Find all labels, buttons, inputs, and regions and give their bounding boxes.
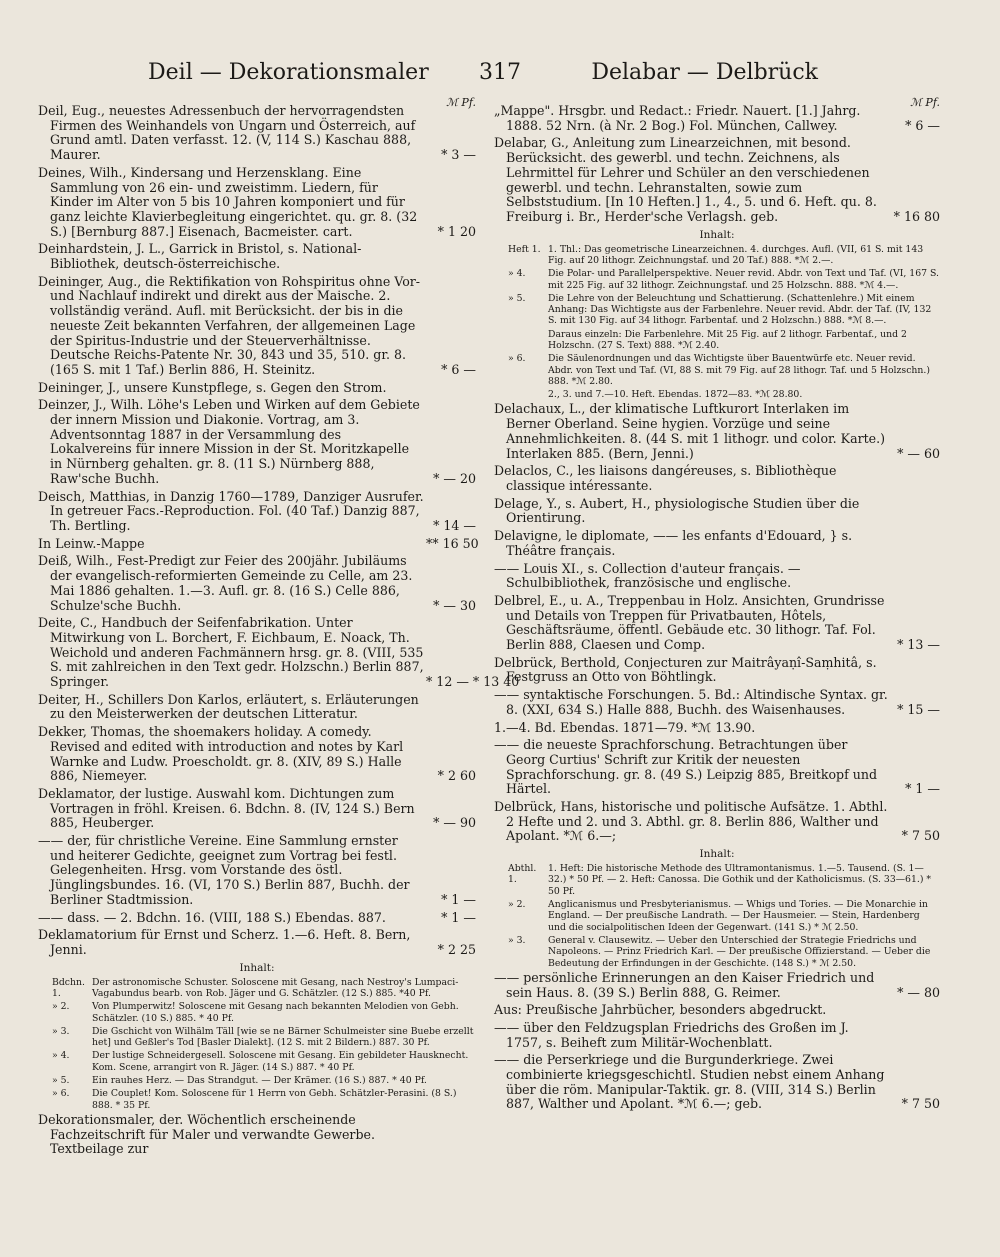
entry-text: 1.—4. Bd. Ebendas. 1871—79. *ℳ 13.90. [494, 719, 756, 735]
entry-text: Aus: Preußische Jahrbücher, besonders abgedruckt. [494, 1002, 827, 1018]
contents-item [38, 1050, 476, 1073]
contents-item [494, 268, 940, 291]
contents-item [494, 389, 940, 400]
entry-text: Deil, Eug., neuestes Adressenbuch der hervorragendsten Firmen des Weinhandels von Ungarn und Österreich, auf Grund amtl. Daten verfasst. 12. (V, 114 S.) Kaschau 888, Maurer. [38, 103, 416, 163]
entry-price: * 14 — [433, 517, 476, 533]
contents-text: Die Polar- und Parallelperspektive. Neuer revid. Abdr. von Text und Taf. (VI, 167 S. mit 225 Fig. auf 32 lithogr. Zeichnungstaf. und 25 Holzschn. 888. *ℳ 4.—. [548, 268, 939, 291]
contents-text: Von Plumperwitz! Soloscene mit Gesang nach bekannten Melodien von Gebh. Schätzler. (10 S.) 885. * 40 Pf. [92, 1001, 459, 1024]
entry [494, 529, 940, 558]
entry [494, 738, 940, 797]
entry-text: In Leinw.-Mappe [38, 535, 145, 551]
entry [38, 834, 476, 908]
currency-label: ℳ Pf. [446, 96, 476, 109]
contents-text: 1. Thl.: Das geometrische Linearzeichnen. 4. durchges. Aufl. (VII, 61 S. mit 143 Fig. auf 20 lithogr. Zeichnungstaf. und 20 Taf.) 888. *ℳ 2.—. [548, 243, 924, 266]
contents-text: Die Lehre von der Beleuchtung und Schattierung. (Schattenlehre.) Mit einem Anhang: Das Wichtigste aus der Farbenlehre. Neuer revid. Abdr. der Taf. (IV, 132 S. mit 130 Fig. auf 34 lithogr. Farbentaf. und 2 Holzschn.) 888. *ℳ 8.—. [548, 292, 932, 327]
entry [494, 1003, 940, 1018]
entry-text: Delage, Y., s. Aubert, H., physiologische Studien über die Orientirung. [494, 495, 860, 526]
entry-text: Deininger, Aug., die Rektifikation von Rohspiritus ohne Vor- und Nachlauf indirekt und direkt aus der Maische. 2. vollständig veränd. Aufl. mit Berücksicht. der bis in die neueste Zeit bekannten Verfahren, der allgemeinen Lage der Spiritus-Industrie und der Steuerverhältnisse. Deutsche Reichs-Patente Nr. 30, 843 und 35, 510. gr. 8. (165 S. mit 1 Taf.) Berlin 886, H. Steinitz. [38, 273, 421, 377]
entry [38, 275, 476, 378]
left-column [38, 96, 520, 1160]
entry [38, 490, 476, 534]
entry [494, 971, 940, 1000]
entry [38, 242, 476, 271]
entry-price: * 6 — [441, 361, 476, 377]
entry [38, 535, 479, 552]
entry [494, 104, 940, 133]
entry [494, 1021, 940, 1050]
entry [494, 497, 940, 526]
entry-text: Deinzer, J., Wilh. Löhe's Leben und Wirken auf dem Gebiete der innern Mission und Diakonie. Vortrag, am 3. Adventsonntag 1887 in der Versammlung des Lokalvereins für innere Mission in der St. Moritzkapelle in Nürnberg gehalten. gr. 8. (11 S.) Nürnberg 888, Raw'sche Buchh. [38, 397, 420, 486]
entry-price: * 16 80 [893, 208, 940, 224]
volume-number: » 4. [508, 268, 526, 280]
entry [494, 1053, 940, 1112]
entry-text: Deite, C., Handbuch der Seifenfabrikation. Unter Mitwirkung von L. Borchert, F. Eichbaum, E. Noack, Th. Weichold und anderen Fachmännern hrsg. gr. 8. (VIII, 535 S. mit zahlreichen in den Text gedr. Holzschn.) Berlin 887, Springer. [38, 615, 424, 690]
volume-number: » 5. [508, 292, 526, 304]
contents-item [494, 329, 940, 352]
entry-price: * 2 60 [437, 768, 476, 784]
entry-text: —— persönliche Erinnerungen an den Kaiser Friedrich und sein Haus. 8. (39 S.) Berlin 888, G. Reimer. [494, 969, 875, 1000]
contents-label: Inhalt: [699, 228, 735, 241]
contents-item [38, 977, 476, 1000]
entry-price: * — 20 [433, 470, 476, 486]
entry-price: * 1 20 [437, 223, 476, 239]
entry-text: Deinhardstein, J. L., Garrick in Bristol, s. National-Bibliothek, deutsch-österreichische. [38, 241, 362, 272]
entry [38, 615, 520, 690]
entry-text: Dekker, Thomas, the shoemakers holiday. A comedy. Revised and edited with introduction and notes by Karl Warnke and Ludw. Proescholdt. gr. 8. (XIV, 89 S.) Halle 886, Niemeyer. [38, 724, 404, 784]
entry [38, 928, 476, 957]
entry-text: —— der, für christliche Vereine. Eine Sammlung ernster und heiterer Gedichte, geeignet zum Vortrag bei festl. Gelegenheiten. Hrsg. vom Vorstande des östl. Jünglingsbundes. 16. (VI, 170 S.) Berlin 887, Buchh. der Berliner Stadtmission. [38, 833, 410, 907]
entry-price: * 7 50 [901, 1096, 940, 1112]
contents-item [494, 244, 940, 267]
volume-number: » 3. [52, 1025, 70, 1037]
contents-item [494, 899, 940, 933]
entry [38, 104, 476, 163]
entry-price: * — 60 [897, 445, 940, 461]
entry-price: * 6 — [905, 117, 940, 133]
entry-text: —— Louis XI., s. Collection d'auteur français. — Schulbibliothek, französische und englische. [494, 560, 801, 591]
page-number: 317 [479, 60, 521, 85]
contents-item [494, 863, 940, 897]
volume-number: » 4. [52, 1050, 70, 1062]
entry-text: —— die Perserkriege und die Burgunderkriege. Zwei combinierte kriegsgeschichtl. Studien nebst einem Anhang über die röm. Manipular-Taktik. gr. 8. (VIII, 314 S.) Berlin 887, Walther und Apolant. *ℳ 6.—; geb. [494, 1052, 885, 1112]
entry-price: * — 30 [433, 597, 476, 613]
entry-text: Deines, Wilh., Kindersang und Herzensklang. Eine Sammlung von 26 ein- und zweistimm. Liedern, für Kinder im Alter von 5 bis 10 Jahren komponiert und für ganz leichte Klavierbegleitung eingerichtet. qu. gr. 8. (32 S.) [Bernburg 887.] Eisenach, Bacmeister. cart. [38, 164, 418, 239]
entry-price: * 1 — [441, 891, 476, 907]
entry-text: Deiter, H., Schillers Don Karlos, erläutert, s. Erläuterungen zu den Meisterwerken der deutschen Litteratur. [38, 691, 419, 722]
entry-text: „Mappe". Hrsgbr. und Redact.: Friedr. Nauert. [1.] Jahrg. 1888. 52 Nrn. (à Nr. 2 Bog.) Fol. München, Callwey. [494, 103, 861, 133]
volume-number: » 6. [508, 353, 526, 365]
entry-text: —— syntaktische Forschungen. 5. Bd.: Altindische Syntax. gr. 8. (XXI, 634 S.) Halle 888, Buchh. des Waisenhauses. [494, 687, 888, 717]
contents-item [38, 1075, 476, 1086]
volume-number: Bdchn. 1. [52, 976, 85, 999]
volume-number: » 2. [52, 1001, 70, 1013]
entry [494, 800, 940, 844]
contents-text: Ein rauhes Herz. — Das Strandgut. — Der Krämer. (16 S.) 887. * 40 Pf. [92, 1075, 427, 1087]
contents-text: Die Gschicht von Wilhälm Täll [wie se ne Bärner Schulmeister sine Buebe erzellt het] und Geßler's Tod [Basler Dialekt]. (12 S. mit 2 Bildern.) 887. 30 Pf. [92, 1025, 474, 1049]
entry [494, 136, 940, 224]
entry-text: Delaclos, C., les liaisons dangéreuses, s. Bibliothèque classique intéressante. [494, 463, 837, 493]
entry [38, 381, 476, 396]
contents-item [38, 1001, 476, 1024]
entry-text: Deklamatorium für Ernst und Scherz. 1.—6. Heft. 8. Bern, Jenni. [38, 927, 411, 957]
contents-item [494, 293, 940, 327]
entry-price: * 3 — [441, 147, 476, 163]
entry [38, 398, 476, 486]
entry: Dekorationsmaler, der. Wöchentlich erscheinende Fachzeitschrift für Maler und verwandte Gewerbe. Textbeilage zur [38, 1111, 375, 1157]
entry-text: Deklamator, der lustige. Auswahl kom. Dichtungen zum Vortragen in fröhl. Kreisen. 6. Bdchn. 8. (IV, 124 S.) Bern 885, Heuberger. [38, 785, 415, 831]
entry-price: * 1 — [441, 909, 476, 925]
entry [494, 562, 940, 591]
volume-number: » 2. [508, 899, 526, 911]
contents-label: Inhalt: [239, 961, 275, 974]
entry [494, 402, 940, 461]
right-column [494, 96, 940, 1115]
entry-text: Delachaux, L., der klimatische Luftkurort Interlaken im Berner Oberland. Seine hygien. Vorzüge und seine Annehmlichkeiten. 8. (44 S. mit 1 lithogr. und color. Karte.) Interlaken 885. (Bern, Jenni.) [494, 401, 886, 461]
entry-text: Delavigne, le diplomate, —— les enfants d'Edouard, } s. Théâtre français. [494, 528, 853, 558]
entry-price: * 12 — * 13 40 [426, 674, 520, 690]
contents-text: Daraus einzeln: Die Farbenlehre. Mit 25 Fig. auf 2 lithogr. Farbentaf., und 2 Holzschn. (27 S. Text) 888. *ℳ 2.40. [548, 328, 907, 351]
volume-number: » 6. [52, 1088, 70, 1100]
currency-label: ℳ Pf. [910, 96, 940, 109]
entry [38, 725, 476, 784]
entry-text: Delbrück, Berthold, Conjecturen zur Maitrâyaṇî-Saṃhitâ, s. Festgruss an Otto von Böhtlingk. [494, 654, 877, 685]
contents-text: Anglicanismus und Presbyterianismus. — Whigs und Tories. — Die Monarchie in England. — Der preußische Landrath. — Der Hausmeier. — Stein, Hardenberg und die socialpolitischen Ideen der Gegenwart. (141 S.) * ℳ 2.50. [548, 899, 928, 933]
entry [38, 787, 476, 831]
entry [494, 594, 940, 653]
contents-text: General v. Clausewitz. — Ueber den Unterschied der Strategie Friedrichs und Napoleons. — Prinz Friedrich Karl. — Der preußische Offizierstand. — Ueber die Bedeutung der Erfindungen in der Geschichte. (148 S.) * ℳ 2.50. [548, 934, 931, 969]
volume-number: » 5. [52, 1075, 70, 1087]
entry-text: —— dass. — 2. Bdchn. 16. (VIII, 188 S.) Ebendas. 887. [38, 909, 386, 925]
entry-text: Delabar, G., Anleitung zum Linearzeichnen, mit besond. Berücksicht. des gewerbl. und techn. Zeichnens, als Lehrmittel für Lehrer und Schüler an den verschiedenen gewerbl. und techn. Lehranstalten, sowie zum Selbststudium. [In 10 Heften.] 1., 4., 5. und 6. Heft. qu. 8. Freiburg i. Br., Herder'sche Verlagsh. geb. [494, 135, 877, 224]
entry [38, 911, 476, 926]
entry [494, 688, 940, 717]
contents-text: Die Couplet! Kom. Soloscene für 1 Herrn von Gebh. Schätzler-Perasini. (8 S.) 888. * 35 Pf. [92, 1088, 457, 1111]
entry [494, 656, 940, 685]
entry-price: ** 16 50 [426, 535, 479, 551]
volume-number: » 3. [508, 934, 526, 946]
contents-item [494, 353, 940, 387]
contents-label: Inhalt: [699, 848, 735, 861]
entry-text: Deiß, Wilh., Fest-Predigt zur Feier des 200jähr. Jubiläums der evangelisch-reformierten Gemeinde zu Celle, am 23. Mai 1886 gehalten. 1.—3. Aufl. gr. 8. (16 S.) Celle 886, Schulze'sche Buchh. [38, 553, 413, 613]
contents-text: 1. Heft: Die historische Methode des Ultramontanismus. 1.—5. Tausend. (S. 1—32.) * 50 Pf. — 2. Heft: Canossa. Die Gothik und der Katholicismus. (S. 33—61.) * 50 Pf. [548, 863, 932, 897]
entry [38, 166, 476, 240]
contents-text: Die Säulenordnungen und das Wichtigste über Bauentwürfe etc. Neuer revid. Abdr. von Text und Taf. (VI, 88 S. mit 79 Fig. auf 28 lithogr. Taf. und 5 Holzschn.) 888. *ℳ 2.80. [548, 353, 930, 387]
entry-text: Deisch, Matthias, in Danzig 1760—1789, Danziger Ausrufer. In getreuer Facs.-Reproduction. Fol. (40 Taf.) Danzig 887, Th. Bertling. [38, 488, 424, 533]
entry-price: * 7 50 [901, 828, 940, 844]
contents-item [38, 1026, 476, 1049]
entry-text: —— über den Feldzugsplan Friedrichs des Großen im J. 1757, s. Beiheft zum Militär-Wochenblatt. [494, 1019, 849, 1050]
page-header [0, 60, 1000, 94]
entry-price: * 13 — [897, 637, 940, 653]
contents-text: Der lustige Schneidergesell. Soloscene mit Gesang. Ein gebildeter Hausknecht. Kom. Scene, arrangirt von R. Jäger. (14 S.) 887. * 40 Pf. [92, 1050, 469, 1073]
entry [38, 693, 476, 722]
volume-number: Heft 1. [508, 243, 541, 255]
entry-price: * — 80 [897, 984, 940, 1000]
entry-price: * 1 — [905, 781, 940, 797]
header-right-range: Delabar — Delbrück [591, 60, 818, 85]
entry [38, 554, 476, 613]
entry-text: Deininger, J., unsere Kunstpflege, s. Gegen den Strom. [38, 379, 387, 395]
header-left-range: Deil — Dekorationsmaler [148, 60, 429, 85]
entry-text: Delbrück, Hans, historische und politische Aufsätze. 1. Abthl. 2 Hefte und 2. und 3. Abthl. gr. 8. Berlin 886, Walther und Apolant. *ℳ 6.—; [494, 799, 888, 844]
entry-text: Delbrel, E., u. A., Treppenbau in Holz. Ansichten, Grundrisse und Details von Treppen für Privatbauten, Hôtels, Geschäftsräume, öffentl. Gebäude etc. 30 lithogr. Taf. Fol. Berlin 888, Claesen und Comp. [494, 592, 885, 653]
entry [494, 721, 940, 736]
contents-text: 2., 3. und 7.—10. Heft. Ebendas. 1872—83. *ℳ 28.80. [548, 389, 803, 401]
contents-item [38, 1088, 476, 1111]
entry-price: * 15 — [897, 701, 940, 717]
entry-price: * 2 25 [437, 941, 476, 957]
entry-text: —— die neueste Sprachforschung. Betrachtungen über Georg Curtius' Schrift zur Kritik der neuesten Sprachforschung. gr. 8. (49 S.) Leipzig 885, Breitkopf und Härtel. [494, 737, 878, 797]
contents-text: Der astronomische Schuster. Soloscene mit Gesang, nach Nestroy's Lumpaci-Vagabundus bearb. von Rob. Jäger und G. Schätzler. (12 S.) 885. *40 Pf. [92, 976, 459, 999]
entry-price: * — 90 [433, 815, 476, 831]
contents-item [494, 935, 940, 969]
volume-number: Abthl. 1. [508, 863, 537, 886]
entry [494, 464, 940, 493]
